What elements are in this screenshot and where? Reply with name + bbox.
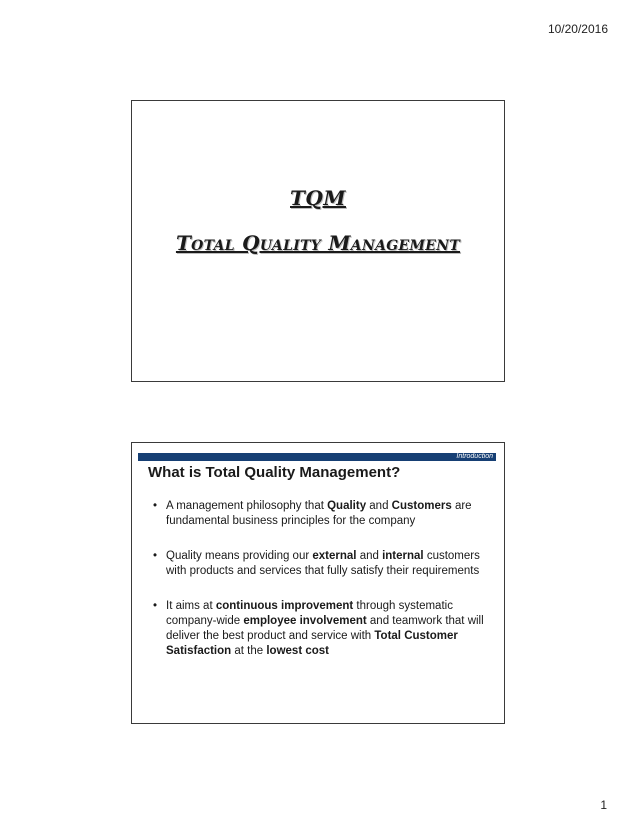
bullet-emphasis-text: external [312, 550, 357, 562]
bullet-list [150, 499, 484, 679]
bullet-emphasis-text: continuous improvement [215, 600, 354, 612]
bullet-emphasis-text: Quality [327, 500, 367, 512]
bullet-text: and teamwork that will deliver the best product and service with [166, 615, 484, 642]
slide-title-subheading: Total Quality Management [175, 231, 461, 255]
bullet-text: It aims at [166, 600, 216, 612]
section-header-bar [138, 453, 496, 461]
bullet-emphasis-text: internal [382, 550, 424, 562]
bullet-item [150, 549, 484, 579]
bullet-emphasis-text: employee involvement [243, 615, 367, 627]
section-label: Introduction [456, 453, 493, 460]
bullet-emphasis-text: Customers [391, 500, 452, 512]
slide-title-heading: TQM [290, 186, 346, 210]
slide-heading: What is Total Quality Management? [148, 464, 401, 481]
bullet-text: A management philosophy that [166, 500, 328, 512]
bullet-emphasis-text: lowest cost [266, 645, 329, 657]
bullet-text: customers with products and services that fully satisfy their requirements [166, 550, 480, 577]
bullet-text: through systematic company-wide [166, 600, 453, 627]
bullet-item [150, 599, 484, 659]
bullet-item [150, 499, 484, 529]
bullet-text: and [366, 500, 392, 512]
bullet-text: Quality means providing our [166, 550, 313, 562]
bullet-text: are fundamental business principles for the company [166, 500, 472, 527]
page-date: 10/20/2016 [547, 22, 608, 36]
slide-title [131, 100, 505, 382]
bullet-text: at the [231, 645, 267, 657]
bullet-emphasis-text: Total Customer Satisfaction [166, 630, 458, 657]
slide-introduction [131, 442, 505, 724]
bullet-text: and [356, 550, 383, 562]
page-number: 1 [600, 798, 607, 812]
